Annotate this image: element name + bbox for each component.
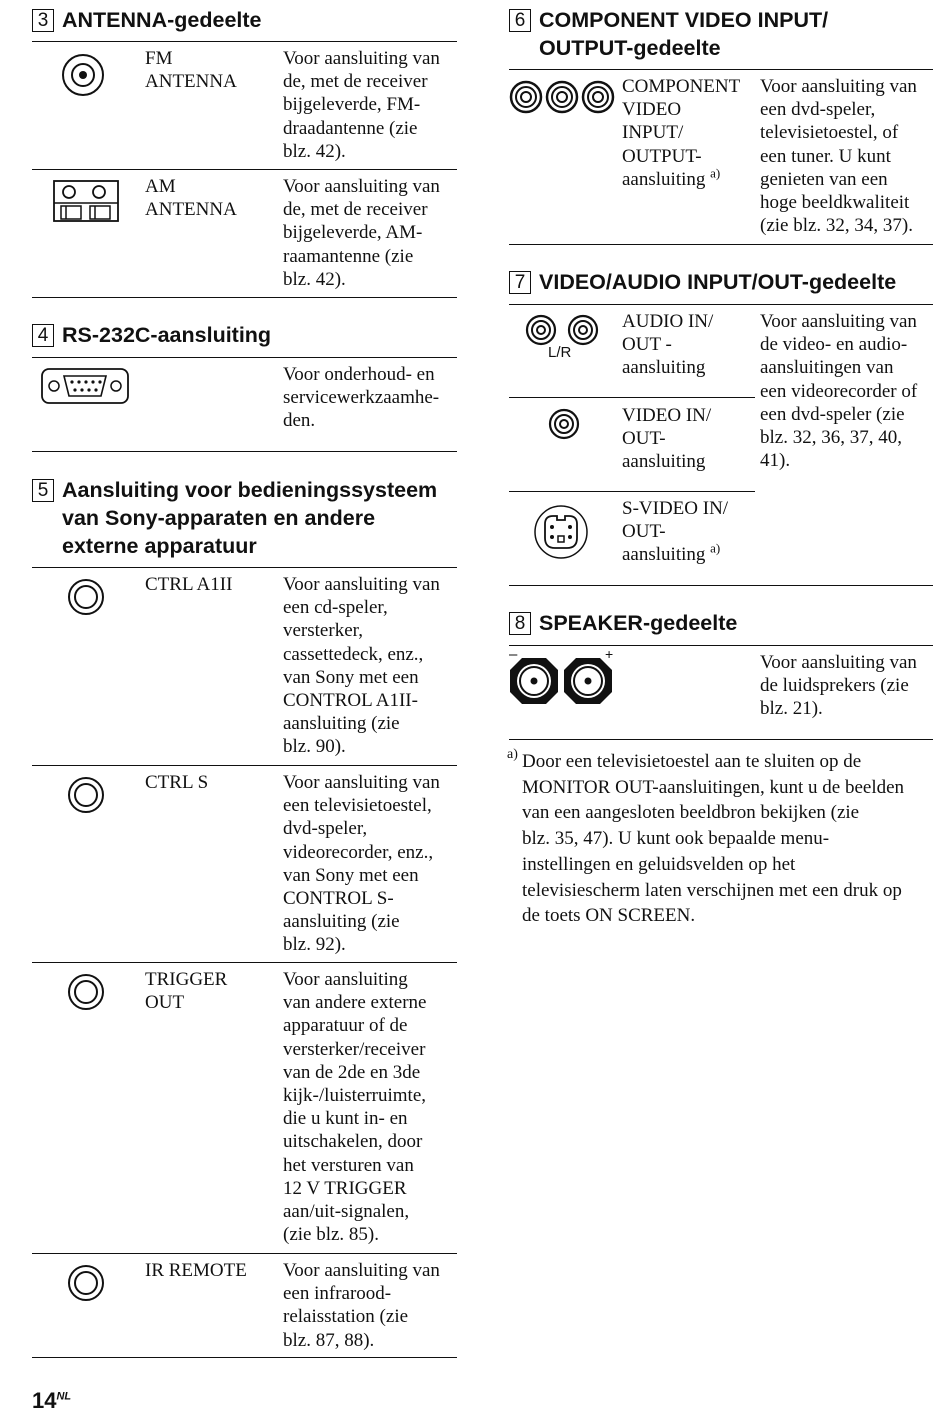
section-title: COMPONENT VIDEO INPUT/ OUTPUT-gedeelte (539, 8, 829, 60)
trigger-out-description: Voor aansluiting van andere externe apparatuur of de versterker/receiver van de 2de en 3de kijk-/luisterruimte, die u kunt in- en uitschakelen, door het versturen van 12 V TRIGGER aan/uit-signalen, (zie blz. 85). (283, 969, 427, 1246)
video-rca-jack-icon (547, 407, 581, 441)
component-video-description: Voor aansluiting van een dvd-speler, televisietoestel, of een tuner. U kunt genieten van een hoge beeldkwaliteit (zie blz. 32, 34, 37). (760, 76, 917, 237)
ctrl-s-jack-icon (67, 776, 105, 814)
section-title: Aansluiting voor bedieningssysteem van Sony-apparaten en andere externe apparatuur (62, 478, 438, 558)
audio-rca-jacks-icon (524, 313, 600, 347)
section-antenna-heading (32, 6, 457, 34)
section-title: SPEAKER-gedeelte (539, 611, 738, 635)
footnote-ref: a) (710, 165, 721, 181)
ctrl-a1ii-description: Voor aansluiting van een cd-speler, versterker, cassettedeck, enz., van Sony met een CONTROL A1II- aansluiting (zie blz. 90). (283, 574, 440, 758)
plus-sign: + (605, 646, 614, 662)
page-language: NL (56, 1390, 72, 1403)
am-terminal-icon (52, 179, 120, 223)
section-rs232c-heading (32, 321, 457, 349)
trigger-out-jack-icon (67, 973, 105, 1011)
ir-remote-jack-icon (67, 1264, 105, 1302)
fm-coax-jack-icon (60, 52, 106, 98)
section-title: VIDEO/AUDIO INPUT/OUT-gedeelte (539, 270, 897, 294)
footnote-mark: a) (507, 747, 518, 762)
section-number: 8 (509, 612, 531, 635)
section-video-audio-heading (509, 268, 933, 296)
am-antenna-label: AM ANTENNA (145, 176, 237, 221)
s-video-jack-icon (533, 504, 589, 560)
fm-antenna-label: FM ANTENNA (145, 48, 237, 93)
footnote-ref: a) (710, 541, 721, 557)
section-number: 4 (32, 324, 54, 347)
fm-antenna-description: Voor aansluiting van de, met de receiver bijgeleverde, FM- draadantenne (zie blz. 42). (283, 48, 440, 162)
am-antenna-description: Voor aansluiting van de, met de receiver bijgeleverde, AM- raamantenne (zie blz. 42). (283, 176, 440, 290)
component-rca-jacks-icon (509, 80, 617, 114)
page-number: $14^{NL}$ (32, 1388, 72, 1413)
section-title: RS-232C-aansluiting (62, 323, 272, 347)
section-number: 5 (32, 479, 54, 502)
footnote-text: Door een televisietoestel aan te sluiten op de MONITOR OUT-aansluitingen, kunt u de beelden van een aangesloten beeldbron bekijken (zie blz. 35, 47). U kunt ook bepaalde menu- instellingen en geluidsvelden op het televisiescherm laten verschijnen met een druk op de toets ON SCREEN. (522, 751, 905, 927)
ctrl-a1ii-label: CTRL A1II (145, 574, 233, 595)
section-speaker-heading (509, 609, 933, 637)
ctrl-s-description: Voor aansluiting van een televisietoestel, dvd-speler, videorecorder, enz., van Sony met een CONTROL S- aansluiting (zie blz. 92). (283, 772, 440, 956)
rs232-db9-connector-icon (40, 367, 130, 405)
ctrl-a1ii-jack-icon (67, 578, 105, 616)
ctrl-s-label: CTRL S (145, 772, 209, 793)
section-number: 6 (509, 9, 531, 32)
trigger-out-label: TRIGGER OUT (145, 969, 228, 1014)
component-video-label: COMPONENT VIDEO INPUT/ OUTPUT- aansluiting $^{a)}$ (622, 76, 741, 190)
lr-label: L/R (548, 344, 572, 361)
section-control-heading (32, 476, 457, 560)
minus-sign: – (509, 646, 518, 663)
section-title: ANTENNA-gedeelte (62, 8, 262, 32)
video-in-out-label: VIDEO IN/ OUT- aansluiting (622, 405, 712, 473)
ir-remote-label: IR REMOTE (145, 1260, 247, 1281)
ir-remote-description: Voor aansluiting van een infrarood- relaisstation (zie blz. 87, 88). (283, 1260, 440, 1351)
audio-in-out-label: AUDIO IN/ OUT - aansluiting (622, 311, 714, 379)
video-audio-description: Voor aansluiting van de video- en audio- aansluitingen van een videorecorder of een dvd-speler (zie blz. 32, 36, 37, 40, 41). (760, 311, 918, 472)
speaker-description: Voor aansluiting van de luidsprekers (zie blz. 21). (760, 652, 917, 720)
rs232c-description: Voor onderhoud- en servicewerkzaamhe- den. (283, 364, 440, 432)
section-number: 3 (32, 9, 54, 32)
speaker-terminals-icon (509, 652, 617, 708)
s-video-in-out-label: S-VIDEO IN/ OUT- aansluiting $^{a)}$ (622, 498, 729, 566)
section-component-heading (509, 6, 933, 62)
section-number: 7 (509, 271, 531, 294)
